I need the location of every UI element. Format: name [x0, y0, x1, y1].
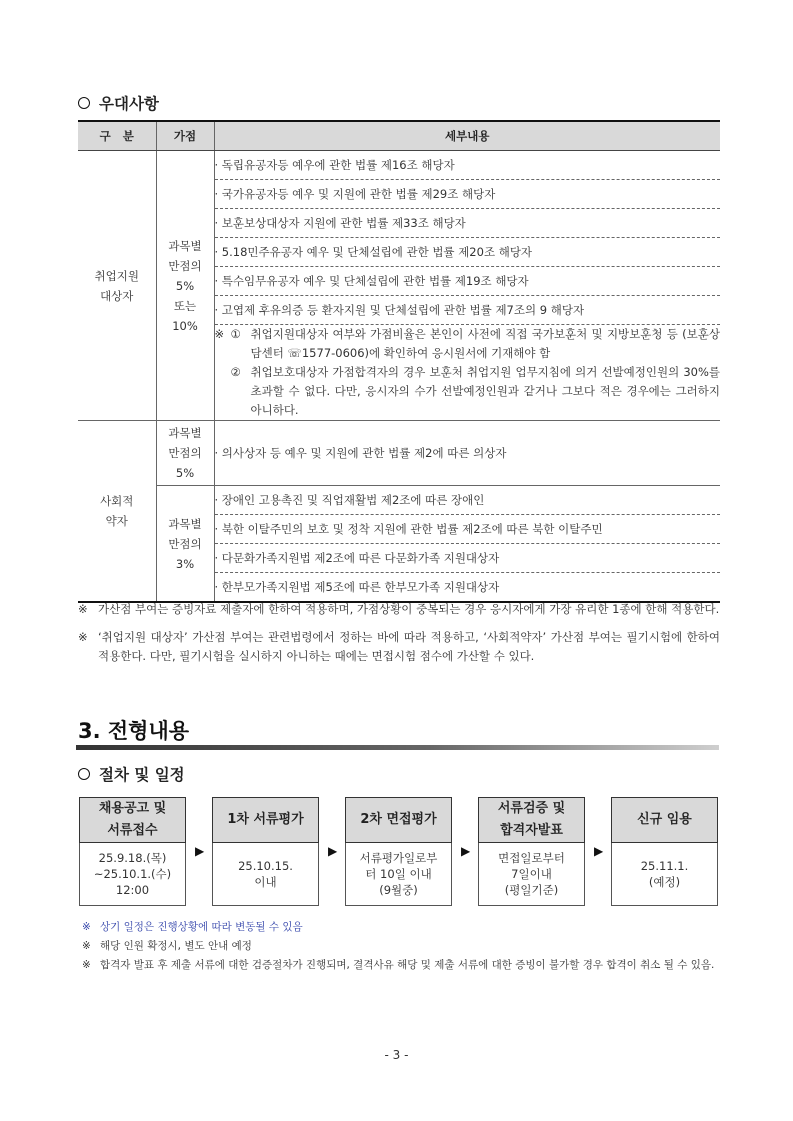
category-cell-employment-support: [78, 151, 156, 421]
step-body-line: (평일기준): [504, 883, 559, 897]
points-cell-group2b: [156, 486, 214, 603]
detail-item: · 한부모가족지원법 제5조에 따른 한부모가족 지원대상자: [214, 573, 720, 603]
step-body-line: 터 10일 이내: [365, 867, 432, 881]
table-row: [78, 486, 720, 515]
chapter-title: 3. 전형내용: [78, 719, 190, 743]
footnote-text: ‘취업지원 대상자’ 가산점 부여는 관련법령에서 정하는 바에 따라 적용하고, ‘사회적약자’ 가산점 부여는 필기시험에 한하여 적용한다. 다만, 필기시험을 실시하지 아니하는 때에는 면접시험 점수에 가산할 수 있다.: [98, 630, 720, 663]
step-body: [212, 843, 319, 906]
step-body-line: (예정): [648, 875, 681, 889]
circle-bullet-icon: [78, 768, 90, 780]
detail-item: · 독립유공자등 예우에 관한 법률 제16조 해당자: [214, 151, 720, 180]
note-text: 취업지원대상자 여부와 가점비율은 본인이 사전에 직접 국가보훈처 및 지방보훈청 등 (보훈상담센터 ☏1577-0606)에 확인하여 응시원서에 기재해야 함: [250, 327, 720, 360]
detail-item: · 보훈보상대상자 지원에 관한 법률 제33조 해당자: [214, 209, 720, 238]
step-title: [478, 797, 585, 843]
step-title-line: 채용공고 및: [98, 801, 167, 816]
points-line: 만점의: [168, 446, 202, 460]
arrow-right-icon: ▶: [195, 844, 205, 858]
preference-table: [78, 120, 720, 603]
section-title: 절차 및 일정: [99, 766, 185, 784]
section-title: 우대사항: [99, 95, 159, 113]
process-step-1: [79, 797, 186, 906]
title-underline: [76, 745, 719, 750]
footnote-text: 가산점 부여는 증빙자료 제출자에 한하여 적용하며, 가점상황이 중복되는 경우 응시자에게 가장 유리한 1종에 한해 적용한다.: [98, 602, 720, 616]
step-body-line: 25.11.1.: [640, 859, 689, 873]
detail-item: · 장애인 고용촉진 및 직업재활법 제2조에 따른 장애인: [214, 486, 720, 515]
step-body-line: 12:00: [115, 883, 150, 897]
points-line: 5%: [175, 278, 195, 293]
process-step-3: [345, 797, 452, 906]
step-body-line: 이내: [254, 875, 277, 889]
category-line: 대상자: [100, 288, 134, 303]
step-body-line: 서류평가일로부: [359, 851, 438, 865]
table-row: [78, 421, 720, 486]
step-title-line: 서류검증 및: [497, 801, 566, 816]
arrow-right-icon: ▶: [594, 844, 604, 858]
category-line: 약자: [105, 514, 128, 528]
process-step-4: [478, 797, 585, 906]
detail-item: · 다문화가족지원법 제2조에 따른 다문화가족 지원대상자: [214, 544, 720, 573]
step-title-line: 신규 임용: [637, 812, 692, 827]
table-row: [78, 151, 720, 180]
schedule-note: [82, 956, 718, 975]
points-line: 과목별: [168, 238, 202, 253]
detail-item: · 고엽제 후유의증 등 환자지원 및 단체설립에 관한 법률 제7조의 9 해당자: [214, 296, 720, 325]
footnotes: [78, 600, 720, 666]
schedule-note-text: 상기 일정은 진행상황에 따라 변동될 수 있음: [100, 921, 303, 933]
points-line: 5%: [175, 466, 195, 480]
points-line: 10%: [172, 318, 198, 333]
reference-mark: ※: [82, 940, 91, 952]
note-indent: [215, 363, 231, 420]
step-body-line: ~25.10.1.(수): [93, 867, 172, 881]
points-line: 과목별: [168, 426, 202, 440]
step-title-line: 서류접수: [107, 823, 158, 838]
step-title: [345, 797, 452, 843]
table-header-row: [78, 121, 720, 151]
note-line: [215, 325, 721, 363]
arrow-right-icon: ▶: [461, 844, 471, 858]
category-cell-social-disadvantaged: [78, 421, 156, 603]
schedule-note-text: 해당 인원 확정시, 별도 안내 예정: [100, 940, 252, 952]
note-text: 취업보호대상자 가점합격자의 경우 보훈처 취업지원 업무지침에 의거 선발예정인원의 30%를 초과할 수 없다. 다만, 응시자의 수가 선발예정인원과 같거나 그보다 적은 경우에는 그러하지 아니하다.: [250, 365, 720, 417]
points-line: 또는: [173, 298, 197, 313]
step-title: [611, 797, 718, 843]
points-cell-group2a: [156, 421, 214, 486]
schedule-notes: [82, 918, 724, 975]
step-body-line: 7일이내: [511, 867, 552, 881]
reference-mark: ※: [214, 327, 225, 341]
points-line: 만점의: [168, 536, 202, 551]
footnote: [78, 628, 720, 666]
schedule-note: [82, 918, 724, 937]
process-step-2: [212, 797, 319, 906]
points-line: 3%: [175, 556, 195, 571]
points-line: 만점의: [168, 258, 202, 273]
step-body-line: (9월중): [379, 883, 418, 897]
section-heading-schedule: [78, 763, 185, 785]
category-line: 취업지원: [94, 268, 139, 283]
footnote: [78, 600, 720, 619]
note-number: ①: [230, 327, 241, 341]
detail-item: · 북한 이탈주민의 보호 및 정착 지원에 관한 법률 제2조에 따른 북한 이탈주민: [214, 515, 720, 544]
reference-mark: ※: [78, 602, 88, 616]
step-title-line: 합격자발표: [500, 823, 563, 838]
schedule-note-text: 합격자 발표 후 제출 서류에 대한 검증절차가 진행되며, 결격사유 해당 및 제출 서류에 대한 증빙이 불가할 경우 합격이 취소 될 수 있음.: [100, 959, 715, 971]
step-body: [79, 843, 186, 906]
step-body-line: 25.10.15.: [238, 859, 293, 873]
process-step-5: [611, 797, 718, 906]
step-title: [79, 797, 186, 843]
step-title-line: 1차 서류평가: [227, 812, 304, 827]
detail-item: · 의사상자 등 예우 및 지원에 관한 법률 제2에 따른 의상자: [214, 421, 720, 486]
section-heading-preference: [78, 92, 159, 114]
page-number: - 3 -: [384, 1048, 409, 1062]
circle-bullet-icon: [78, 97, 90, 109]
category-line: 사회적: [100, 494, 134, 508]
header-category: 구 분: [78, 121, 156, 151]
note-number: ②: [230, 365, 241, 379]
step-title: [212, 797, 319, 843]
reference-mark: ※: [82, 959, 91, 971]
reference-mark: ※: [82, 921, 91, 933]
detail-item: · 특수임무유공자 예우 및 단체설립에 관한 법률 제19조 해당자: [214, 267, 720, 296]
detail-note: [214, 325, 720, 421]
detail-item: · 국가유공자등 예우 및 지원에 관한 법률 제29조 해당자: [214, 180, 720, 209]
header-points: 가점: [156, 121, 214, 151]
note-line: [215, 363, 721, 420]
step-title-line: 2차 면접평가: [360, 812, 437, 827]
step-body-line: 25.9.18.(목): [98, 851, 167, 865]
schedule-note: [82, 937, 724, 956]
arrow-right-icon: ▶: [328, 844, 338, 858]
points-cell-group1: [156, 151, 214, 421]
step-body: [478, 843, 585, 906]
header-details: 세부내용: [214, 121, 720, 151]
detail-item: · 5.18민주유공자 예우 및 단체설립에 관한 법률 제20조 해당자: [214, 238, 720, 267]
reference-mark: ※: [78, 630, 88, 644]
points-line: 과목별: [168, 516, 202, 531]
step-body: [611, 843, 718, 906]
step-body: [345, 843, 452, 906]
step-body-line: 면접일로부터: [498, 851, 565, 865]
